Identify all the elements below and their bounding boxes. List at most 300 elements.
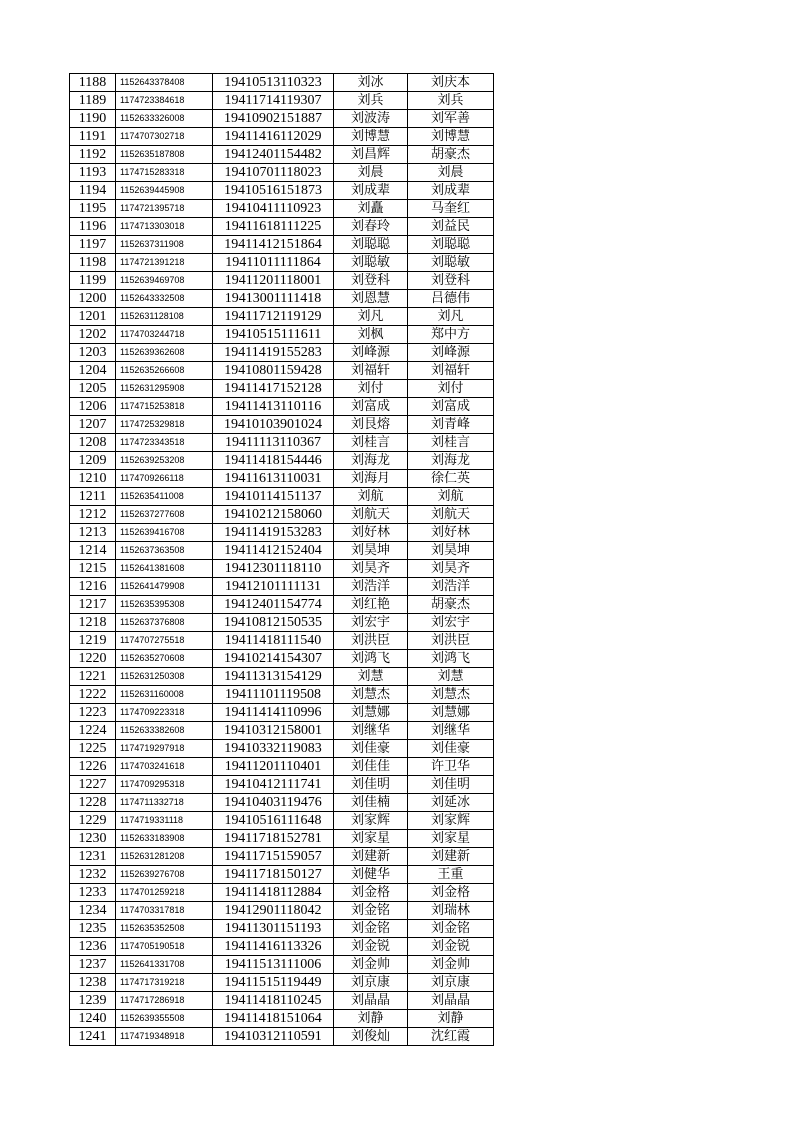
row-number-cell: 1194 — [70, 182, 116, 200]
account-number-cell: 19411417152128 — [213, 380, 334, 398]
account-number-cell: 19411613110031 — [213, 470, 334, 488]
card-number-cell: 1152639253208 — [116, 452, 213, 470]
holder-name-cell: 刘兵 — [408, 92, 494, 110]
row-number-cell: 1241 — [70, 1028, 116, 1046]
row-number-cell: 1195 — [70, 200, 116, 218]
table-row — [70, 974, 494, 992]
row-number-cell: 1212 — [70, 506, 116, 524]
holder-name-cell: 刘庆本 — [408, 74, 494, 92]
account-number-cell: 19410516111648 — [213, 812, 334, 830]
account-number-cell: 19410801159428 — [213, 362, 334, 380]
row-number-cell: 1238 — [70, 974, 116, 992]
holder-name-cell: 刘京康 — [408, 974, 494, 992]
table-row — [70, 542, 494, 560]
account-number-cell: 19411714119307 — [213, 92, 334, 110]
card-number-cell: 1174707275518 — [116, 632, 213, 650]
name-cell: 刘金帅 — [334, 956, 408, 974]
name-cell: 刘静 — [334, 1010, 408, 1028]
holder-name-cell: 刘航天 — [408, 506, 494, 524]
row-number-cell: 1217 — [70, 596, 116, 614]
holder-name-cell: 徐仁英 — [408, 470, 494, 488]
table-row — [70, 650, 494, 668]
row-number-cell: 1207 — [70, 416, 116, 434]
row-number-cell: 1226 — [70, 758, 116, 776]
name-cell: 刘金锐 — [334, 938, 408, 956]
holder-name-cell: 刘海龙 — [408, 452, 494, 470]
table-row — [70, 344, 494, 362]
holder-name-cell: 刘家辉 — [408, 812, 494, 830]
name-cell: 刘佳明 — [334, 776, 408, 794]
card-number-cell: 1152641479908 — [116, 578, 213, 596]
card-number-cell: 1174723343518 — [116, 434, 213, 452]
table-row — [70, 758, 494, 776]
name-cell: 刘富成 — [334, 398, 408, 416]
holder-name-cell: 刘青峰 — [408, 416, 494, 434]
row-number-cell: 1202 — [70, 326, 116, 344]
name-cell: 刘继华 — [334, 722, 408, 740]
card-number-cell: 1152631128108 — [116, 308, 213, 326]
card-number-cell: 1152635411008 — [116, 488, 213, 506]
account-number-cell: 19411201110401 — [213, 758, 334, 776]
account-number-cell: 19411416112029 — [213, 128, 334, 146]
table-row — [70, 1010, 494, 1028]
card-number-cell: 1174703244718 — [116, 326, 213, 344]
card-number-cell: 1174715283318 — [116, 164, 213, 182]
account-number-cell: 19411113110367 — [213, 434, 334, 452]
card-number-cell: 1152643378408 — [116, 74, 213, 92]
account-number-cell: 19412401154774 — [213, 596, 334, 614]
account-number-cell: 19411412152404 — [213, 542, 334, 560]
account-number-cell: 19410515111611 — [213, 326, 334, 344]
data-table — [69, 73, 494, 1046]
account-number-cell: 19411416113326 — [213, 938, 334, 956]
row-number-cell: 1200 — [70, 290, 116, 308]
card-number-cell: 1152633326008 — [116, 110, 213, 128]
row-number-cell: 1219 — [70, 632, 116, 650]
row-number-cell: 1211 — [70, 488, 116, 506]
row-number-cell: 1198 — [70, 254, 116, 272]
card-number-cell: 1152635187808 — [116, 146, 213, 164]
account-number-cell: 19410332119083 — [213, 740, 334, 758]
card-number-cell: 1152631160008 — [116, 686, 213, 704]
table-row — [70, 92, 494, 110]
holder-name-cell: 刘桂言 — [408, 434, 494, 452]
holder-name-cell: 刘峰源 — [408, 344, 494, 362]
card-number-cell: 1174721395718 — [116, 200, 213, 218]
table-row — [70, 380, 494, 398]
holder-name-cell: 刘延冰 — [408, 794, 494, 812]
card-number-cell: 1174723384618 — [116, 92, 213, 110]
account-number-cell: 19411418151064 — [213, 1010, 334, 1028]
holder-name-cell: 刘建新 — [408, 848, 494, 866]
account-number-cell: 19411712119129 — [213, 308, 334, 326]
table-row — [70, 272, 494, 290]
name-cell: 刘福轩 — [334, 362, 408, 380]
account-number-cell: 19410516151873 — [213, 182, 334, 200]
row-number-cell: 1214 — [70, 542, 116, 560]
account-number-cell: 19411418110245 — [213, 992, 334, 1010]
holder-name-cell: 王重 — [408, 866, 494, 884]
row-number-cell: 1236 — [70, 938, 116, 956]
table-row — [70, 200, 494, 218]
account-number-cell: 19411419153283 — [213, 524, 334, 542]
holder-name-cell: 刘家星 — [408, 830, 494, 848]
table-row — [70, 164, 494, 182]
card-number-cell: 1174719348918 — [116, 1028, 213, 1046]
name-cell: 刘金铭 — [334, 902, 408, 920]
account-number-cell: 19411101119508 — [213, 686, 334, 704]
row-number-cell: 1209 — [70, 452, 116, 470]
holder-name-cell: 刘博慧 — [408, 128, 494, 146]
account-number-cell: 19410412111741 — [213, 776, 334, 794]
holder-name-cell: 刘凡 — [408, 308, 494, 326]
row-number-cell: 1199 — [70, 272, 116, 290]
name-cell: 刘健华 — [334, 866, 408, 884]
account-number-cell: 19412101111131 — [213, 578, 334, 596]
row-number-cell: 1237 — [70, 956, 116, 974]
name-cell: 刘兵 — [334, 92, 408, 110]
table-row — [70, 182, 494, 200]
table-row — [70, 992, 494, 1010]
row-number-cell: 1188 — [70, 74, 116, 92]
account-number-cell: 19410411110923 — [213, 200, 334, 218]
holder-name-cell: 刘继华 — [408, 722, 494, 740]
account-number-cell: 19410513110323 — [213, 74, 334, 92]
card-number-cell: 1152631295908 — [116, 380, 213, 398]
row-number-cell: 1190 — [70, 110, 116, 128]
card-number-cell: 1152637376808 — [116, 614, 213, 632]
row-number-cell: 1218 — [70, 614, 116, 632]
account-number-cell: 19411201118001 — [213, 272, 334, 290]
name-cell: 刘昊齐 — [334, 560, 408, 578]
row-number-cell: 1235 — [70, 920, 116, 938]
holder-name-cell: 刘洪臣 — [408, 632, 494, 650]
name-cell: 刘红艳 — [334, 596, 408, 614]
card-number-cell: 1174705190518 — [116, 938, 213, 956]
row-number-cell: 1234 — [70, 902, 116, 920]
table-row — [70, 326, 494, 344]
holder-name-cell: 沈红霞 — [408, 1028, 494, 1046]
holder-name-cell: 刘慧杰 — [408, 686, 494, 704]
account-number-cell: 19410312110591 — [213, 1028, 334, 1046]
table-row — [70, 956, 494, 974]
account-number-cell: 19410403119476 — [213, 794, 334, 812]
name-cell: 刘枫 — [334, 326, 408, 344]
name-cell: 刘艮熔 — [334, 416, 408, 434]
card-number-cell: 1174717286918 — [116, 992, 213, 1010]
account-number-cell: 19411618111225 — [213, 218, 334, 236]
card-number-cell: 1174709266118 — [116, 470, 213, 488]
account-number-cell: 19411413110116 — [213, 398, 334, 416]
row-number-cell: 1215 — [70, 560, 116, 578]
table-row — [70, 938, 494, 956]
row-number-cell: 1208 — [70, 434, 116, 452]
row-number-cell: 1193 — [70, 164, 116, 182]
account-number-cell: 19411414110996 — [213, 704, 334, 722]
table-row — [70, 704, 494, 722]
holder-name-cell: 刘金铭 — [408, 920, 494, 938]
account-number-cell: 19411418111540 — [213, 632, 334, 650]
card-number-cell: 1174707302718 — [116, 128, 213, 146]
row-number-cell: 1230 — [70, 830, 116, 848]
card-number-cell: 1174709295318 — [116, 776, 213, 794]
row-number-cell: 1216 — [70, 578, 116, 596]
card-number-cell: 1152637363508 — [116, 542, 213, 560]
holder-name-cell: 刘福轩 — [408, 362, 494, 380]
holder-name-cell: 胡豪杰 — [408, 596, 494, 614]
holder-name-cell: 吕德伟 — [408, 290, 494, 308]
card-number-cell: 1152635270608 — [116, 650, 213, 668]
table-row — [70, 866, 494, 884]
name-cell: 刘晨 — [334, 164, 408, 182]
row-number-cell: 1204 — [70, 362, 116, 380]
table-row — [70, 578, 494, 596]
card-number-cell: 1174715253818 — [116, 398, 213, 416]
row-number-cell: 1220 — [70, 650, 116, 668]
holder-name-cell: 刘富成 — [408, 398, 494, 416]
name-cell: 刘建新 — [334, 848, 408, 866]
account-number-cell: 19412901118042 — [213, 902, 334, 920]
account-number-cell: 19410902151887 — [213, 110, 334, 128]
row-number-cell: 1227 — [70, 776, 116, 794]
table-row — [70, 1028, 494, 1046]
account-number-cell: 19411715159057 — [213, 848, 334, 866]
holder-name-cell: 刘登科 — [408, 272, 494, 290]
name-cell: 刘聪敏 — [334, 254, 408, 272]
card-number-cell: 1152637277608 — [116, 506, 213, 524]
account-number-cell: 19411418112884 — [213, 884, 334, 902]
account-number-cell: 19411301151193 — [213, 920, 334, 938]
account-number-cell: 19411313154129 — [213, 668, 334, 686]
table-row — [70, 902, 494, 920]
name-cell: 刘春玲 — [334, 218, 408, 236]
holder-name-cell: 马奎红 — [408, 200, 494, 218]
holder-name-cell: 刘昊坤 — [408, 542, 494, 560]
row-number-cell: 1232 — [70, 866, 116, 884]
card-number-cell: 1152635266608 — [116, 362, 213, 380]
card-number-cell: 1152637311908 — [116, 236, 213, 254]
name-cell: 刘慧娜 — [334, 704, 408, 722]
table-row — [70, 398, 494, 416]
row-number-cell: 1240 — [70, 1010, 116, 1028]
table-body — [70, 74, 494, 1046]
name-cell: 刘慧杰 — [334, 686, 408, 704]
account-number-cell: 19410812150535 — [213, 614, 334, 632]
holder-name-cell: 刘益民 — [408, 218, 494, 236]
holder-name-cell: 刘金锐 — [408, 938, 494, 956]
name-cell: 刘矗 — [334, 200, 408, 218]
name-cell: 刘成辈 — [334, 182, 408, 200]
name-cell: 刘付 — [334, 380, 408, 398]
card-number-cell: 1152639445908 — [116, 182, 213, 200]
holder-name-cell: 刘佳明 — [408, 776, 494, 794]
card-number-cell: 1152635352508 — [116, 920, 213, 938]
account-number-cell: 19410214154307 — [213, 650, 334, 668]
account-number-cell: 19412301118110 — [213, 560, 334, 578]
card-number-cell: 1174717319218 — [116, 974, 213, 992]
table-row — [70, 668, 494, 686]
holder-name-cell: 许卫华 — [408, 758, 494, 776]
card-number-cell: 1174703317818 — [116, 902, 213, 920]
table-row — [70, 722, 494, 740]
card-number-cell: 1152633183908 — [116, 830, 213, 848]
name-cell: 刘京康 — [334, 974, 408, 992]
name-cell: 刘登科 — [334, 272, 408, 290]
holder-name-cell: 刘军善 — [408, 110, 494, 128]
holder-name-cell: 刘航 — [408, 488, 494, 506]
account-number-cell: 19410114151137 — [213, 488, 334, 506]
name-cell: 刘海月 — [334, 470, 408, 488]
holder-name-cell: 刘浩洋 — [408, 578, 494, 596]
name-cell: 刘聪聪 — [334, 236, 408, 254]
card-number-cell: 1152639416708 — [116, 524, 213, 542]
holder-name-cell: 刘晨 — [408, 164, 494, 182]
name-cell: 刘佳豪 — [334, 740, 408, 758]
holder-name-cell: 刘聪敏 — [408, 254, 494, 272]
holder-name-cell: 刘金格 — [408, 884, 494, 902]
table-row — [70, 110, 494, 128]
row-number-cell: 1213 — [70, 524, 116, 542]
row-number-cell: 1221 — [70, 668, 116, 686]
table-row — [70, 848, 494, 866]
name-cell: 刘浩洋 — [334, 578, 408, 596]
holder-name-cell: 刘静 — [408, 1010, 494, 1028]
row-number-cell: 1203 — [70, 344, 116, 362]
row-number-cell: 1223 — [70, 704, 116, 722]
card-number-cell: 1174709223318 — [116, 704, 213, 722]
table-row — [70, 920, 494, 938]
name-cell: 刘佳楠 — [334, 794, 408, 812]
table-row — [70, 794, 494, 812]
name-cell: 刘波涛 — [334, 110, 408, 128]
holder-name-cell: 刘瑞林 — [408, 902, 494, 920]
table-row — [70, 740, 494, 758]
table-row — [70, 74, 494, 92]
table-row — [70, 506, 494, 524]
account-number-cell: 19411718150127 — [213, 866, 334, 884]
table-row — [70, 596, 494, 614]
table-row — [70, 812, 494, 830]
table-row — [70, 686, 494, 704]
holder-name-cell: 刘慧 — [408, 668, 494, 686]
table-row — [70, 560, 494, 578]
account-number-cell: 19412401154482 — [213, 146, 334, 164]
account-number-cell: 19410312158001 — [213, 722, 334, 740]
row-number-cell: 1191 — [70, 128, 116, 146]
row-number-cell: 1210 — [70, 470, 116, 488]
row-number-cell: 1205 — [70, 380, 116, 398]
holder-name-cell: 刘付 — [408, 380, 494, 398]
name-cell: 刘海龙 — [334, 452, 408, 470]
card-number-cell: 1174721391218 — [116, 254, 213, 272]
holder-name-cell: 刘好林 — [408, 524, 494, 542]
name-cell: 刘慧 — [334, 668, 408, 686]
name-cell: 刘峰源 — [334, 344, 408, 362]
name-cell: 刘晶晶 — [334, 992, 408, 1010]
holder-name-cell: 刘聪聪 — [408, 236, 494, 254]
holder-name-cell: 郑中方 — [408, 326, 494, 344]
name-cell: 刘冰 — [334, 74, 408, 92]
account-number-cell: 19411412151864 — [213, 236, 334, 254]
table-row — [70, 524, 494, 542]
name-cell: 刘昌辉 — [334, 146, 408, 164]
table-row — [70, 362, 494, 380]
row-number-cell: 1222 — [70, 686, 116, 704]
row-number-cell: 1231 — [70, 848, 116, 866]
card-number-cell: 1152641381608 — [116, 560, 213, 578]
account-number-cell: 19410701118023 — [213, 164, 334, 182]
card-number-cell: 1152631250308 — [116, 668, 213, 686]
name-cell: 刘桂言 — [334, 434, 408, 452]
card-number-cell: 1152643332508 — [116, 290, 213, 308]
name-cell: 刘航 — [334, 488, 408, 506]
name-cell: 刘家辉 — [334, 812, 408, 830]
holder-name-cell: 刘成辈 — [408, 182, 494, 200]
account-number-cell: 19413001111418 — [213, 290, 334, 308]
name-cell: 刘鸿飞 — [334, 650, 408, 668]
row-number-cell: 1225 — [70, 740, 116, 758]
card-number-cell: 1174719297918 — [116, 740, 213, 758]
holder-name-cell: 刘昊齐 — [408, 560, 494, 578]
name-cell: 刘金格 — [334, 884, 408, 902]
row-number-cell: 1233 — [70, 884, 116, 902]
row-number-cell: 1197 — [70, 236, 116, 254]
account-number-cell: 19411718152781 — [213, 830, 334, 848]
table-row — [70, 416, 494, 434]
card-number-cell: 1152639362608 — [116, 344, 213, 362]
row-number-cell: 1201 — [70, 308, 116, 326]
account-number-cell: 19411011111864 — [213, 254, 334, 272]
table-row — [70, 488, 494, 506]
row-number-cell: 1189 — [70, 92, 116, 110]
account-number-cell: 19410103901024 — [213, 416, 334, 434]
holder-name-cell: 刘晶晶 — [408, 992, 494, 1010]
card-number-cell: 1152639469708 — [116, 272, 213, 290]
table-row — [70, 434, 494, 452]
table-row — [70, 470, 494, 488]
holder-name-cell: 刘鸿飞 — [408, 650, 494, 668]
row-number-cell: 1239 — [70, 992, 116, 1010]
table-row — [70, 254, 494, 272]
card-number-cell: 1174725329818 — [116, 416, 213, 434]
table-row — [70, 776, 494, 794]
account-number-cell: 19411513111006 — [213, 956, 334, 974]
row-number-cell: 1192 — [70, 146, 116, 164]
name-cell: 刘家星 — [334, 830, 408, 848]
table-row — [70, 884, 494, 902]
name-cell: 刘佳佳 — [334, 758, 408, 776]
holder-name-cell: 刘宏宇 — [408, 614, 494, 632]
row-number-cell: 1228 — [70, 794, 116, 812]
card-number-cell: 1152639276708 — [116, 866, 213, 884]
card-number-cell: 1174719331118 — [116, 812, 213, 830]
holder-name-cell: 胡豪杰 — [408, 146, 494, 164]
name-cell: 刘博慧 — [334, 128, 408, 146]
table-row — [70, 452, 494, 470]
row-number-cell: 1196 — [70, 218, 116, 236]
name-cell: 刘昊坤 — [334, 542, 408, 560]
row-number-cell: 1206 — [70, 398, 116, 416]
account-number-cell: 19411515119449 — [213, 974, 334, 992]
table-row — [70, 290, 494, 308]
card-number-cell: 1152641331708 — [116, 956, 213, 974]
table-row — [70, 308, 494, 326]
row-number-cell: 1224 — [70, 722, 116, 740]
table-row — [70, 146, 494, 164]
card-number-cell: 1174703241618 — [116, 758, 213, 776]
name-cell: 刘凡 — [334, 308, 408, 326]
name-cell: 刘俊灿 — [334, 1028, 408, 1046]
